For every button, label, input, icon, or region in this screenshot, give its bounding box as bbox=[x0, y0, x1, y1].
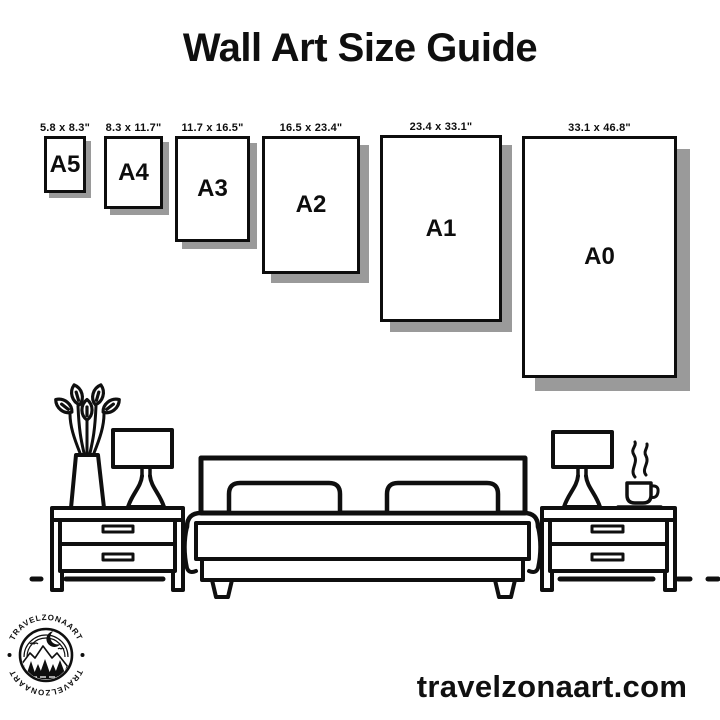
size-code-label: A4 bbox=[118, 158, 149, 186]
bed-base bbox=[202, 559, 523, 580]
lampshade bbox=[113, 430, 172, 467]
bedroom-illustration bbox=[0, 380, 720, 610]
bed-illustration bbox=[185, 458, 541, 597]
size-frame-a3 bbox=[175, 122, 250, 242]
size-code-label: A5 bbox=[49, 150, 81, 178]
coffee-cup-illustration bbox=[618, 442, 661, 507]
size-dimensions-label: 11.7 x 16.5" bbox=[181, 122, 244, 134]
size-dimensions-label: 8.3 x 11.7" bbox=[105, 122, 162, 134]
right-lamp-illustration bbox=[553, 432, 612, 507]
logo-dot bbox=[8, 653, 12, 657]
duvet-front bbox=[196, 523, 529, 559]
lampshade bbox=[553, 432, 612, 467]
page-title: Wall Art Size Guide bbox=[182, 26, 538, 70]
steam bbox=[633, 442, 647, 477]
size-frame-a5 bbox=[39, 122, 91, 193]
size-frame-a0 bbox=[522, 122, 677, 378]
size-frame-a2 bbox=[262, 122, 360, 274]
website-url: travelzonaart.com bbox=[416, 669, 688, 704]
bird-icon bbox=[30, 643, 64, 649]
size-dimensions-label: 5.8 x 8.3" bbox=[39, 122, 91, 134]
left-lamp-illustration bbox=[113, 430, 172, 507]
size-dimensions-label: 33.1 x 46.8" bbox=[568, 122, 631, 134]
cup bbox=[627, 483, 651, 503]
brand-logo bbox=[4, 613, 88, 697]
logo-dot bbox=[81, 653, 85, 657]
pillow bbox=[387, 483, 498, 513]
size-code-label: A0 bbox=[584, 243, 615, 270]
size-code-label: A2 bbox=[295, 191, 327, 218]
size-frame-a4 bbox=[104, 122, 163, 209]
pillow bbox=[229, 483, 340, 513]
logo-text-top: TRAVELZONAART bbox=[7, 613, 85, 642]
size-dimensions-label: 23.4 x 33.1" bbox=[409, 121, 473, 133]
size-dimensions-label: 16.5 x 23.4" bbox=[279, 122, 343, 134]
bed-leg bbox=[212, 580, 232, 597]
size-frame-a1 bbox=[380, 121, 502, 322]
vase bbox=[71, 455, 104, 508]
bed-leg bbox=[495, 580, 515, 597]
logo-text-bottom: TRAVELZONAART bbox=[7, 668, 85, 697]
size-code-label: A3 bbox=[197, 175, 228, 202]
size-code-label: A1 bbox=[425, 214, 457, 242]
